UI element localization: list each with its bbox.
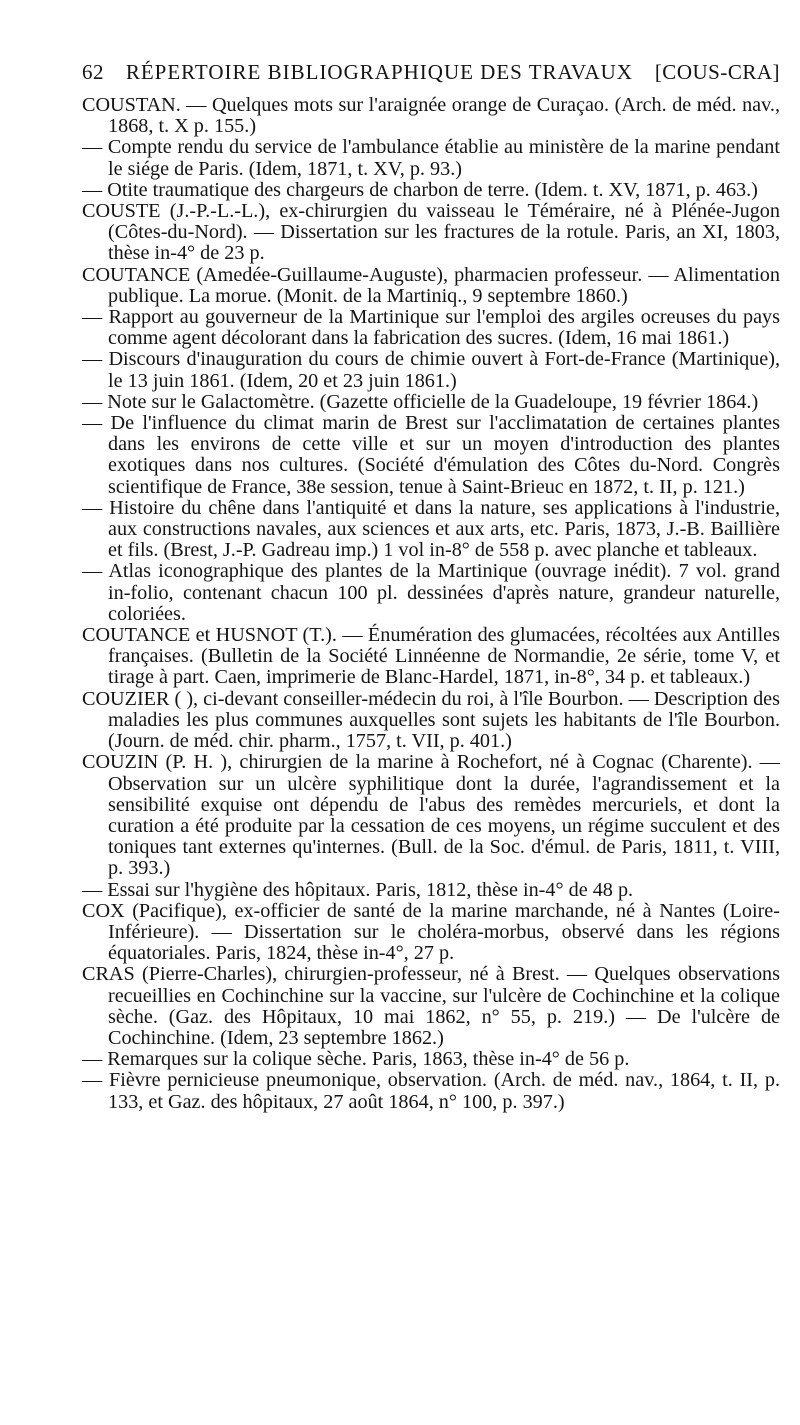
bibliography-entry: COUTANCE et HUSNOT (T.). — Énumération des glumacées, récoltées aux Antilles françaises. (Bulletin de la Société Linnéenne de Normandie, 2e série, tome V, et tirage à part. Caen, imprimerie de Blanc-Hardel, 1871, in-8°, 34 p. et tableaux.) — [82, 624, 780, 689]
alphabetical-range: [COUS-CRA] — [654, 60, 780, 84]
bibliography-entry: COUSTE (J.-P.-L.-L.), ex-chirurgien du vaisseau le Téméraire, né à Plénée-Jugon (Côtes-du-Nord). — Dissertation sur les fractures de la rotule. Paris, an XI, 1803, thèse in-4° de 23 p. — [82, 200, 780, 265]
bibliography-entry: — Fièvre pernicieuse pneumonique, observation. (Arch. de méd. nav., 1864, t. II, p. 133, et Gaz. des hôpitaux, 27 août 1864, n° 100, p. 397.) — [82, 1069, 780, 1113]
bibliography-entry: — Histoire du chêne dans l'antiquité et dans la nature, ses applications à l'industrie, aux constructions navales, aux sciences et aux arts, etc. Paris, 1873, J.-B. Baillière et fils. (Brest, J.-P. Gadreau imp.) 1 vol in-8° de 558 p. avec planche et tableaux. — [82, 496, 780, 562]
page-number: 62 — [82, 60, 104, 84]
bibliography-entry: CRAS (Pierre-Charles), chirurgien-professeur, né à Brest. — Quelques observations recueillies en Cochinchine sur la vaccine, sur l'ulcère de Cochinchine et la colique sèche. (Gaz. des Hôpitaux, 10 mai 1862, n° 55, p. 219.) — De l'ulcère de Cochinchine. (Idem, 23 septembre 1862.) — [82, 963, 780, 1049]
bibliography-entry: COUZIER ( ), ci-devant conseiller-médecin du roi, à l'île Bourbon. — Description des maladies les plus communes auxquelles sont sujets les habitants de l'île Bourbon. (Journ. de méd. chir. pharm., 1757, t. VII, p. 401.) — [82, 687, 780, 753]
bibliography-entry: — Discours d'inauguration du cours de chimie ouvert à Fort-de-France (Martinique), le 13 juin 1861. (Idem, 20 et 23 juin 1861.) — [82, 348, 780, 392]
bibliography-entry: — Note sur le Galactomètre. (Gazette officielle de la Guadeloupe, 19 février 1864.) — [82, 390, 759, 413]
bibliography-entry: COX (Pacifique), ex-officier de santé de la marine marchande, né à Nantes (Loire-Inférieure). — Dissertation sur le choléra-morbus, observé dans les régions équatoriales. Paris, 1824, thèse in-4°, 27 p. — [82, 899, 780, 965]
bibliography-entry: — Essai sur l'hygiène des hôpitaux. Paris, 1812, thèse in-4° de 48 p. — [82, 878, 634, 901]
running-title: RÉPERTOIRE BIBLIOGRAPHIQUE DES TRAVAUX — [125, 60, 633, 84]
bibliography-entry: COUTANCE (Amedée-Guillaume-Auguste), pharmacien professeur. — Alimentation publique. La morue. (Monit. de la Martiniq., 9 septembre 1860.) — [82, 263, 780, 307]
bibliography-entry: — Rapport au gouverneur de la Martinique sur l'emploi des argiles ocreuses du pays comme agent décolorant dans la fabrication des sucres. (Idem, 16 mai 1861.) — [82, 306, 780, 350]
bibliography-entry: — Remarques sur la colique sèche. Paris, 1863, thèse in-4° de 56 p. — [82, 1048, 630, 1071]
bibliography-entry: — Compte rendu du service de l'ambulance établie au ministère de la marine pendant le siége de Paris. (Idem, 1871, t. XV, p. 93.) — [82, 136, 780, 180]
bibliography-entry: — De l'influence du climat marin de Brest sur l'acclimatation de certaines plantes dans les environs de cette ville et sur un moyen d'introduction des plantes exotiques dans nos cultures. (Société d'émulation des Côtes du-Nord. Congrès scientifique de France, 38e session, tenue à Saint-Brieuc en 1872, t. II, p. 121.) — [82, 412, 780, 498]
bibliography-entry: COUZIN (P. H. ), chirurgien de la marine à Rochefort, né à Cognac (Charente). — Observation sur un ulcère syphilitique dont la durée, l'agrandissement et la sensibilité exquise ont dépendu de l'abus des remèdes mercuriels, et dont la curation a été produite par la cessation de ces moyens, un régime succulent et des toniques tant externes qu'internes. (Bull. de la Soc. d'émul. de Paris, 1811, t. VIII, p. 393.) — [82, 751, 780, 880]
bibliography-entry: — Atlas iconographique des plantes de la Martinique (ouvrage inédit). 7 vol. grand in-folio, contenant chacun 100 pl. dessinées d'après nature, grandeur naturelle, coloriées. — [82, 560, 780, 625]
running-head — [82, 60, 780, 85]
bibliography-entry: COUSTAN. — Quelques mots sur l'araignée orange de Curaçao. (Arch. de méd. nav., 1868, t. X p. 155.) — [82, 94, 780, 138]
bibliography-entries — [82, 95, 780, 1113]
bibliography-entry: — Otite traumatique des chargeurs de charbon de terre. (Idem. t. XV, 1871, p. 463.) — [82, 178, 758, 201]
